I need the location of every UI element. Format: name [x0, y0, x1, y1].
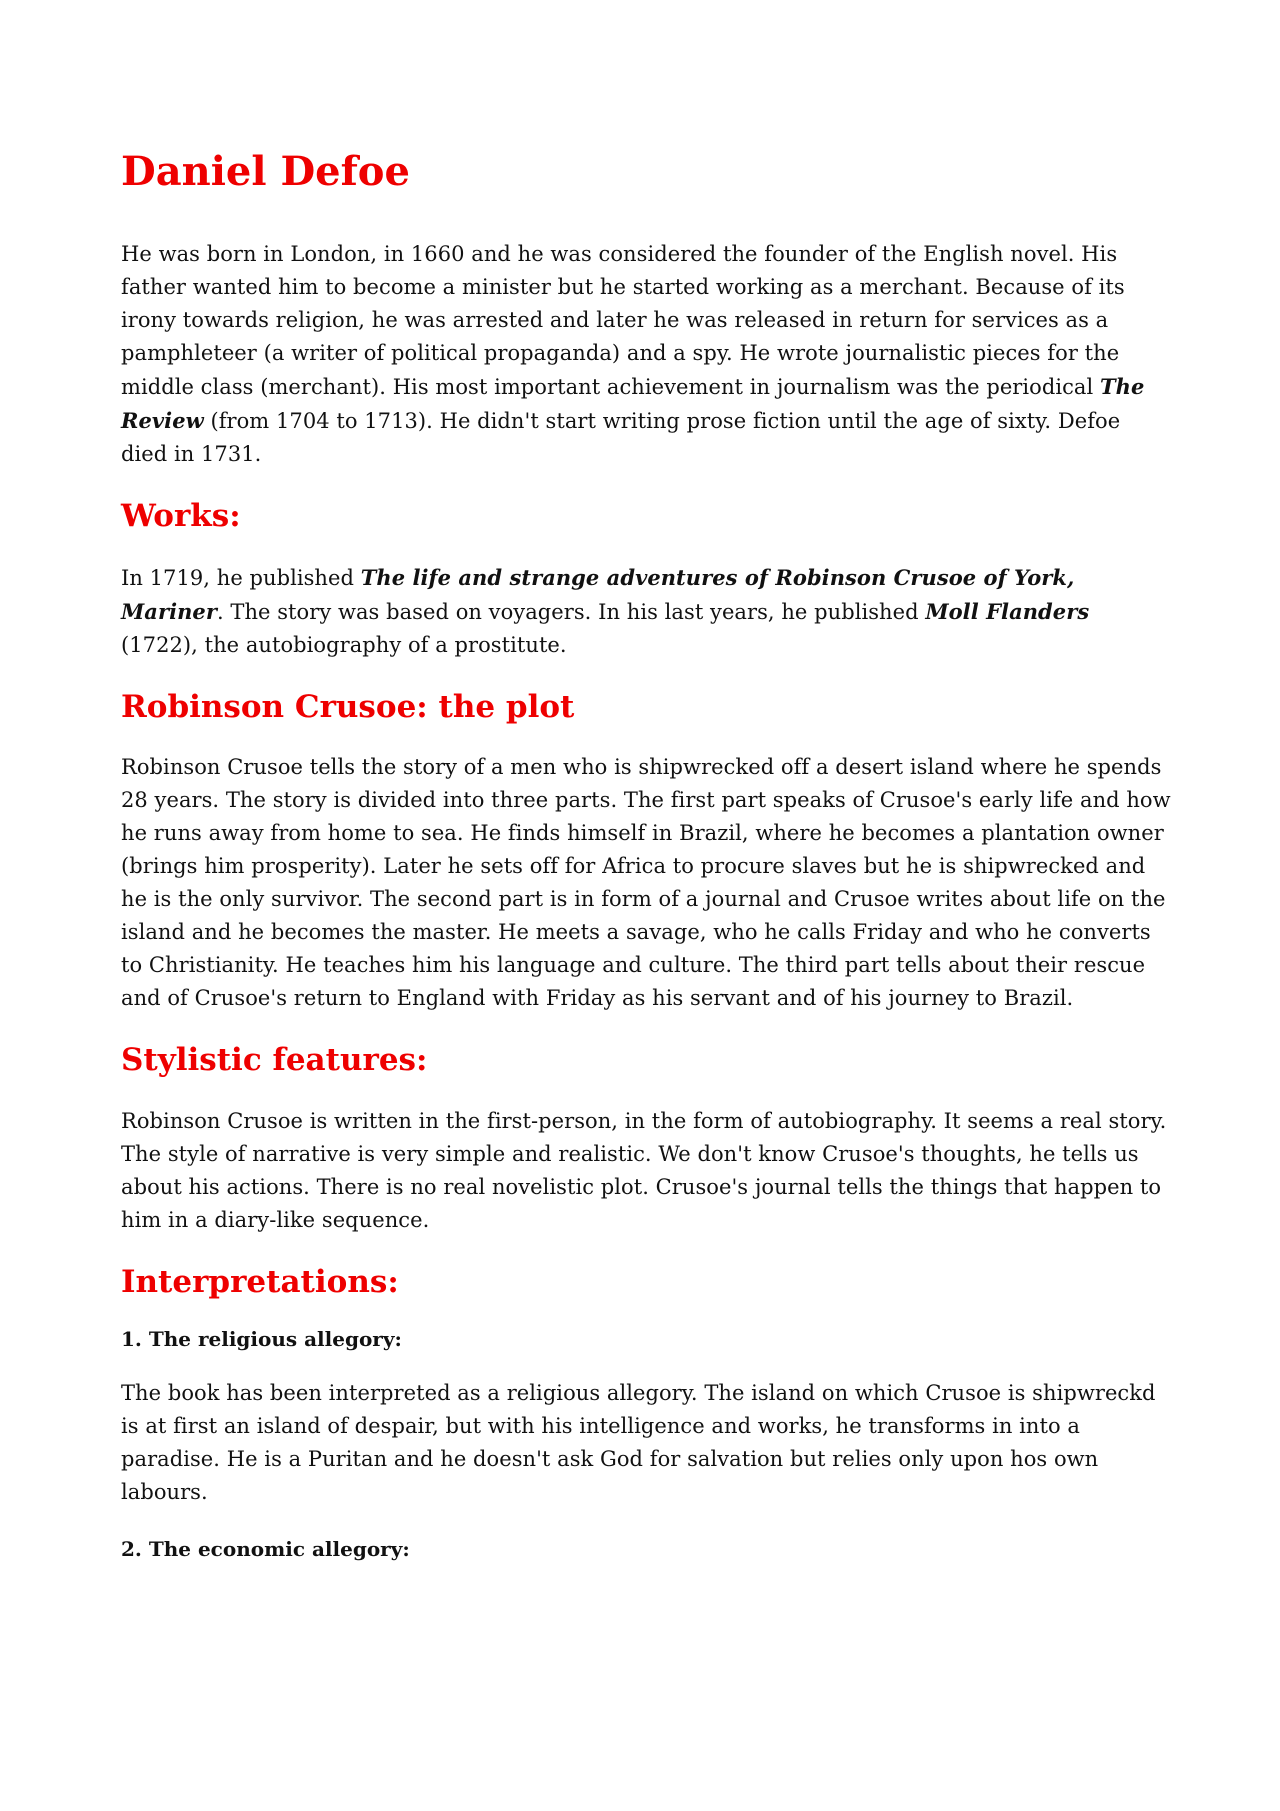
- works-text-3: (1722), the autobiography of a prostitute.: [121, 632, 567, 657]
- stylistic-heading: Stylistic features:: [121, 1042, 428, 1079]
- works-heading: Works:: [121, 498, 241, 534]
- intro-text-2: (from 1704 to 1713). He didn't start writing prose fiction until the age of sixty. Defoe died in 1731.: [121, 409, 1121, 466]
- works-text-1: In 1719, he published: [121, 565, 361, 590]
- religious-allegory-paragraph: The book has been interpreted as a religious allegory. The island on which Crusoe is shipwreckd is at first an island of despair, but with his intelligence and works, he transforms in into a paradise. He is a Puritan and he doesn't ask God for salvation but relies only upon hos own labours.: [121, 1380, 1156, 1504]
- works-paragraph: [121, 561, 1171, 662]
- book-title-moll-flanders: Moll Flanders: [925, 598, 1090, 624]
- intro-text-1: He was born in London, in 1660 and he was considered the founder of the English novel. His father wanted him to become a minister but he started working as a merchant. Because of its irony towards religion, he was arrested and later he was released in return for services as a pamphleteer (a writer of political propaganda) and a spy. He wrote journalistic pieces for the middle class (merchant). His most important achievement in journalism was the periodical: [121, 242, 1125, 399]
- economic-allegory-heading: 2. The economic allegory:: [121, 1536, 410, 1561]
- works-text-2: . The story was based on voyagers. In his last years, he published: [216, 599, 926, 624]
- book-title-robinson-crusoe: The life and strange adventures of Robinson Crusoe of York, Mariner: [121, 564, 1075, 624]
- plot-paragraph: Robinson Crusoe tells the story of a men who is shipwrecked off a desert island where he spends 28 years. The story is divided into three parts. The first part speaks of Crusoe's early life and how he runs away from home to sea. He finds himself in Brazil, where he becomes a plantation owner (brings him prosperity). Later he sets off for Africa to procure slaves but he is shipwrecked and he is the only survivor. The second part is in form of a journal and Crusoe writes about life on the island and he becomes the master. He meets a savage, who he calls Friday and who he converts to Christianity. He teaches him his language and culture. The third part tells about their rescue and of Crusoe's return to England with Friday as his servant and of his journey to Brazil.: [121, 755, 1171, 1011]
- page-title: Daniel Defoe: [121, 148, 410, 195]
- intro-paragraph: [121, 238, 1171, 471]
- religious-allegory-heading: 1. The religious allegory:: [121, 1326, 402, 1351]
- document-page: [121, 150, 1171, 1587]
- interpretations-heading: Interpretations:: [121, 1263, 399, 1300]
- stylistic-paragraph: Robinson Crusoe is written in the first-person, in the form of autobiography. It seems a real story. The style of narrative is very simple and realistic. We don't know Crusoe's thoughts, he tells us about his actions. There is no real novelistic plot. Crusoe's journal tells the things that happen to him in a diary-like sequence.: [121, 1108, 1167, 1232]
- plot-heading: Robinson Crusoe: the plot: [121, 688, 575, 725]
- review-title: The Review: [121, 374, 1145, 433]
